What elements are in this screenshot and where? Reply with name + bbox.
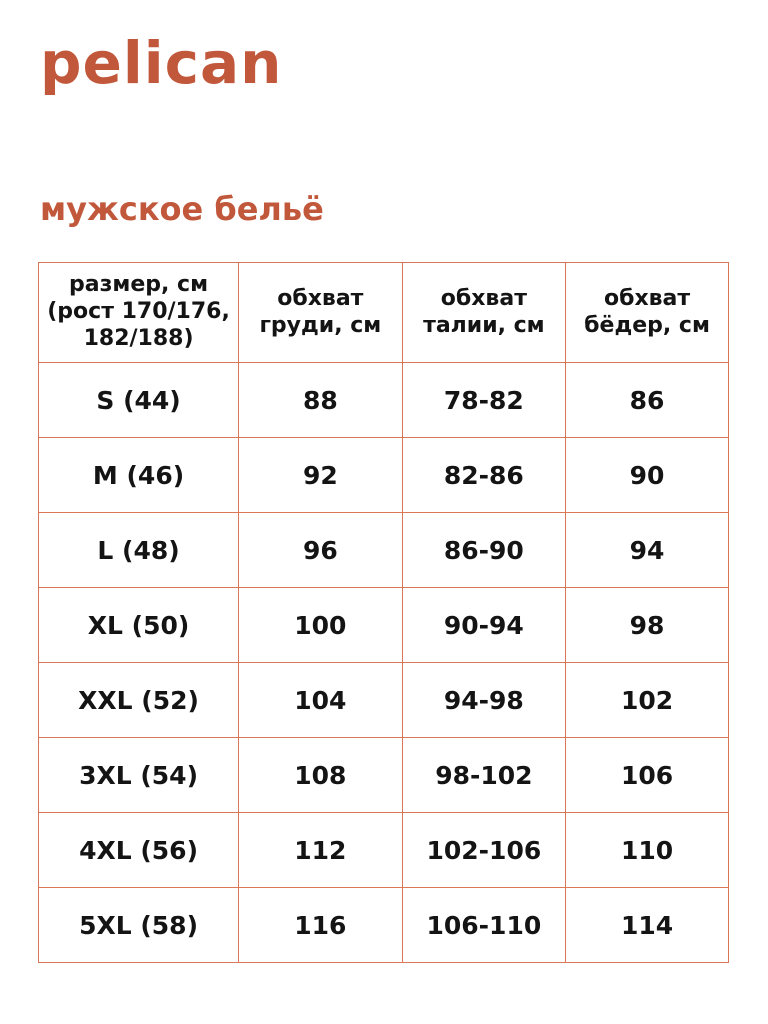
header-line: обхват [277, 285, 364, 311]
measurement-cell: 104 [239, 663, 403, 738]
measurement-cell: 106-110 [402, 888, 566, 963]
measurement-cell: 98 [566, 588, 729, 663]
header-row [39, 263, 729, 363]
measurement-cell: 88 [239, 363, 403, 438]
measurement-cell: 112 [239, 813, 403, 888]
header-line: размер, см [69, 272, 209, 298]
size-cell: XXL (52) [39, 663, 239, 738]
size-cell: 3XL (54) [39, 738, 239, 813]
table-row [39, 363, 729, 438]
header-line: (рост 170/176, [47, 299, 230, 325]
header-line: талии, см [423, 312, 545, 338]
measurement-cell: 86 [566, 363, 729, 438]
measurement-cell: 108 [239, 738, 403, 813]
table-row [39, 663, 729, 738]
measurement-cell: 116 [239, 888, 403, 963]
header-line: бёдер, см [584, 312, 710, 338]
size-cell: 5XL (58) [39, 888, 239, 963]
measurement-cell: 94-98 [402, 663, 566, 738]
table-row [39, 438, 729, 513]
measurement-cell: 106 [566, 738, 729, 813]
measurement-cell: 102-106 [402, 813, 566, 888]
measurement-cell: 78-82 [402, 363, 566, 438]
measurement-cell: 92 [239, 438, 403, 513]
size-cell: XL (50) [39, 588, 239, 663]
header-line: груди, см [259, 312, 382, 338]
table-row [39, 588, 729, 663]
header-line: 182/188) [83, 325, 194, 351]
measurement-cell: 100 [239, 588, 403, 663]
size-cell: M (46) [39, 438, 239, 513]
table-row [39, 513, 729, 588]
table-header [39, 263, 729, 363]
header-line: обхват [603, 285, 691, 311]
size-cell: 4XL (56) [39, 813, 239, 888]
table-row [39, 738, 729, 813]
measurement-cell: 82-86 [402, 438, 566, 513]
measurement-cell: 98-102 [402, 738, 566, 813]
page-title: мужское бельё [40, 190, 324, 228]
measurement-cell: 94 [566, 513, 729, 588]
table-body [39, 363, 729, 963]
column-header-waist [402, 263, 566, 363]
column-header-hips [566, 263, 729, 363]
size-chart-table [38, 262, 729, 963]
measurement-cell: 110 [566, 813, 729, 888]
measurement-cell: 96 [239, 513, 403, 588]
column-header-size [39, 263, 239, 363]
measurement-cell: 90-94 [402, 588, 566, 663]
measurement-cell: 114 [566, 888, 729, 963]
size-cell: L (48) [39, 513, 239, 588]
column-header-chest [239, 263, 403, 363]
table-row [39, 813, 729, 888]
measurement-cell: 90 [566, 438, 729, 513]
size-cell: S (44) [39, 363, 239, 438]
header-line: обхват [440, 285, 527, 311]
measurement-cell: 102 [566, 663, 729, 738]
measurement-cell: 86-90 [402, 513, 566, 588]
table-row [39, 888, 729, 963]
brand-logo: pelican [40, 29, 283, 97]
